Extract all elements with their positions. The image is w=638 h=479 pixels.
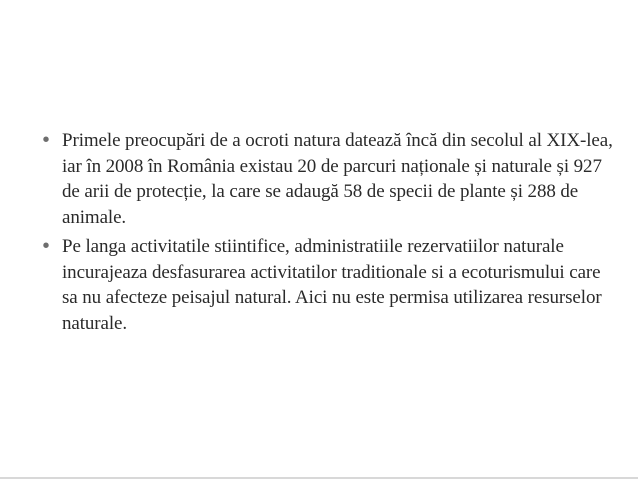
bullet-text-ocrotire: Primele preocupări de a ocroti natura datează încă din secolul al XIX-lea, iar în 2008 în România existau 20 de parcuri naționale și naturale și 927 de arii de protecție, la care se adaugă 58 de specii de plante și 288 de animale.: [62, 130, 613, 228]
bullet-dot-icon: •: [42, 129, 50, 151]
bullet-text-rezervatii: Pe langa activitatile stiintifice, administratiile rezervatiilor naturale incurajeaza desfasurarea activitatilor traditionale si a ecoturismului care sa nu afecteze peisajul natural. Aici nu este permisa utilizarea resurselor naturale.: [62, 236, 602, 334]
bullet-list: [36, 128, 616, 340]
bullet-item-ocrotire: [36, 128, 616, 230]
bullet-item-rezervatii: [36, 234, 616, 336]
bullet-dot-icon: •: [42, 235, 50, 257]
